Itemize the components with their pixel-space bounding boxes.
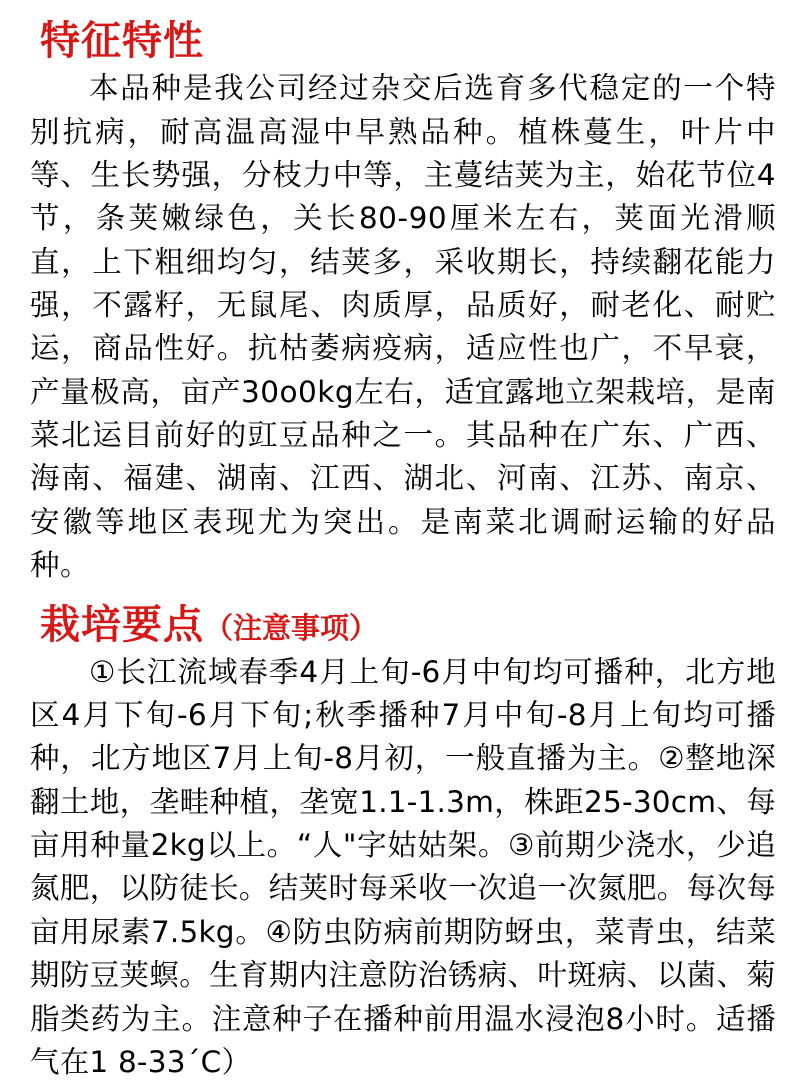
cultivation-section-body: ①长江流域春季4月上旬-6月中旬均可播种，北方地区4月下旬-6月下旬;秋季播种7月中旬-8月上旬均可播种，北方地区7月上旬-8月初，一般直播为主。②整地深翻土地，垄畦种植，垄宽1.1-1.3m，株距25-30cm、每亩用种量2kg以上。“人"字姑姑架。③前期少浇水，少追氮肥，以防徒长。结荚时每采收一次追一次氮肥。每次每亩用尿素7.5kg。④防虫防病前期防蚜虫，菜青虫，结菜期防豆荚螟。生育期内注意防治锈病、叶斑病、以菌、菊脂类药为主。注意种子在播种前用温水浸泡8小时。适播气在1 8-33´C）	[30, 654, 776, 1079]
features-section-heading	[40, 20, 776, 63]
cultivation-section-heading	[40, 601, 776, 648]
cultivation-heading-subtext: （注意事项）	[204, 610, 379, 645]
cultivation-heading-text: 栽培要点	[40, 601, 204, 648]
features-section-body: 本品种是我公司经过杂交后选育多代稳定的一个特别抗病，耐高温高湿中早熟品种。植株蔓生，叶片中等、生长势强，分枝力中等，主蔓结荚为主，始花节位4节，条荚嫩绿色，关长80-90厘米左右，荚面光滑顺直，上下粗细均匀，结荚多，采收期长，持续翻花能力强，不露籽，无鼠尾、肉质厚，品质好，耐老化、耐贮运，商品性好。抗枯萎病疫病，适应性也广，不早衰，产量极高，亩产30o0kg左右，适宜露地立架栽培，是南菜北运目前好的豇豆品种之一。其品种在广东、广西、海南、福建、湖南、江西、湖北、河南、江苏、南京、安徽等地区表现尤为突出。是南菜北调耐运输的好品种。	[30, 71, 776, 583]
features-heading-text: 特征特性	[40, 18, 204, 64]
